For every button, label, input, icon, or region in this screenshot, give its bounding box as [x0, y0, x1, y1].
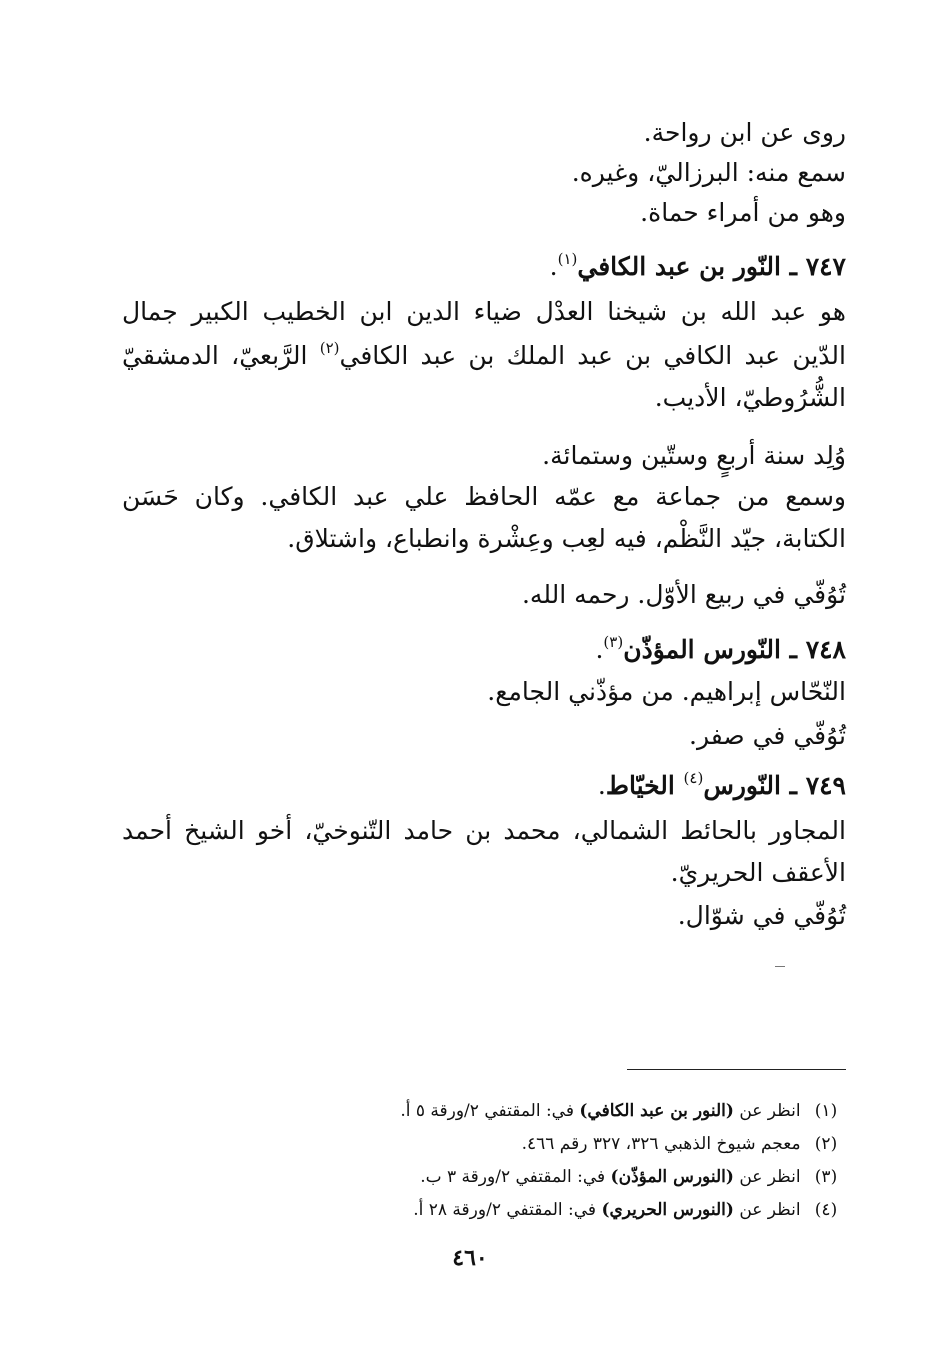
- body-text: الدّين عبد الكافي بن عبد الملك بن عبد الكافي: [339, 341, 846, 370]
- body-line: الأعقف الحريريّ.: [670, 858, 846, 887]
- footnote-number: (٣): [814, 1167, 838, 1187]
- footnote-number: (١): [814, 1101, 838, 1121]
- body-line: المجاور بالحائط الشمالي، محمد بن حامد التّنوخيّ، أخو الشيخ أحمد: [122, 816, 846, 845]
- footnote-1: [400, 1096, 846, 1126]
- body-line: سمع منه: البرزاليّ، وغيره.: [571, 158, 846, 187]
- entry-number: ٧٤٨: [805, 635, 846, 664]
- footnote-title: (النور بن عبد الكافي): [579, 1101, 734, 1121]
- body-line: تُوُفّي في صفر.: [689, 721, 846, 750]
- footnote-text: انظر عن: [739, 1200, 801, 1220]
- entry-number: ٧٤٩: [805, 771, 846, 800]
- entry-name: النّورس: [703, 771, 781, 800]
- footnote-text: في: المقتفي ٢/ورقة ٥ أ.: [400, 1101, 574, 1121]
- footnote-ref: (٤): [683, 769, 704, 787]
- footnote-text: انظر عن: [739, 1101, 801, 1121]
- stray-mark: [775, 966, 785, 967]
- body-line: وُلِد سنة أربعٍ وستّين وستمائة.: [542, 441, 846, 470]
- footnote-number: (٢): [814, 1134, 838, 1154]
- body-line: النّحّاس إبراهيم. من مؤذّني الجامع.: [487, 677, 846, 706]
- footnote-rule: [627, 1069, 846, 1070]
- entry-name: النّورس المؤذّن: [623, 635, 781, 664]
- body-line: تُوُفّي في شوّال.: [677, 901, 846, 930]
- body-line-with-note: [122, 336, 846, 376]
- body-line: وهو من أمراء حماة.: [640, 198, 846, 227]
- footnote-number: (٤): [814, 1200, 838, 1220]
- entry-name-2: الخيّاط: [605, 771, 675, 800]
- footnote-3: [420, 1162, 846, 1192]
- entry-heading-749: ٧٤٩ ـ النّورس$^{(٤)}$ الخيّاط.: [597, 769, 846, 800]
- body-line: روى عن ابن رواحة.: [643, 118, 846, 147]
- footnote-ref: (٢): [319, 339, 340, 357]
- entry-number: ٧٤٧: [805, 252, 846, 281]
- footnote-ref: (١): [557, 250, 578, 268]
- body-line: الشُّرُوطيّ، الأديب.: [654, 383, 846, 412]
- body-line: تُوُفّي في ربيع الأوّل. رحمه الله.: [521, 580, 846, 609]
- page-number: ٤٦٠: [452, 1245, 488, 1271]
- body-line: هو عبد الله بن شيخنا العدْل ضياء الدين ابن الخطيب الكبير جمال: [122, 297, 846, 326]
- footnote-text: في: المقتفي ٢/ورقة ٣ ب.: [420, 1167, 606, 1187]
- entry-name: النّور بن عبد الكافي: [577, 252, 781, 281]
- footnote-text: انظر عن: [739, 1167, 801, 1187]
- footnote-text: معجم شيوخ الذهبي ٣٢٦، ٣٢٧ رقم ٤٦٦.: [521, 1134, 801, 1154]
- footnote-title: (النورس الحريري): [601, 1200, 734, 1220]
- footnote-4: [413, 1195, 846, 1225]
- body-text: الرَّبعيّ، الدمشقيّ: [122, 341, 308, 370]
- entry-heading-748: ٧٤٨ ـ النّورس المؤذّن$^{(٣)}$.: [595, 633, 846, 664]
- body-line: وسمع من جماعة مع عمّه الحافظ علي عبد الكافي. وكان حَسَن: [122, 482, 846, 511]
- footnote-2: [522, 1129, 846, 1159]
- body-line: الكتابة، جيّد النَّظْم، فيه لعِب وعِشْرة وانطباع، واشتلاق.: [287, 524, 846, 553]
- entry-heading-747: ٧٤٧ ـ النّور بن عبد الكافي$^{(١)}$.: [549, 250, 846, 281]
- footnote-text: في: المقتفي ٢/ورقة ٢٨ أ.: [413, 1200, 597, 1220]
- footnote-ref: (٣): [603, 633, 624, 651]
- footnote-title: (النورس المؤذّن): [610, 1167, 734, 1187]
